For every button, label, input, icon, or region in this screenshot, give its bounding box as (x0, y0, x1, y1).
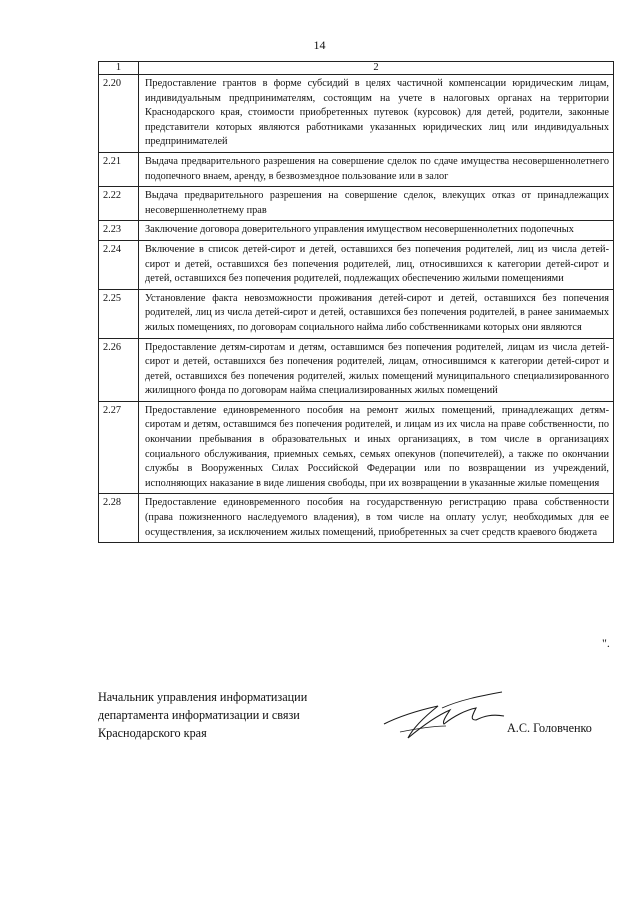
row-number: 2.22 (99, 187, 139, 221)
service-description: Установление факта невозможности проживания детей-сирот и детей, оставшихся без попечения родителей, лиц из числа детей-сирот и детей, оставшихся без попечения родителей, в ранее занимаемых жилых помещениях, по договорам социального найма либо собственниками которых они являются (139, 289, 614, 338)
row-number: 2.21 (99, 152, 139, 186)
table-header-row (99, 62, 614, 75)
table-row (99, 494, 614, 543)
row-number: 2.25 (99, 289, 139, 338)
signatory-position-line: Начальник управления информатизации (98, 690, 308, 704)
service-description: Предоставление единовременного пособия на ремонт жилых помещений, принадлежащих детям-сиротам и детям, оставшимся без попечения родителей, и лицам из их числа на праве собственности, по окончании пребывания в образовательных и иных организациях, в том числе в организациях социального обслуживания, приемных семьях, семьях опекунов (попечителей), а также по окончании службы в Вооруженных Силах Российской Федерации или по возвращении из учреждений, исполняющих наказание в виде лишения свободы, при их возвращении в указанные жилые помещения (139, 401, 614, 494)
row-number: 2.20 (99, 75, 139, 153)
row-number: 2.27 (99, 401, 139, 494)
signatory-position-line: Краснодарского края (98, 726, 207, 740)
signatory-position-line: департамента информатизации и связи (98, 708, 300, 722)
row-number: 2.24 (99, 240, 139, 289)
row-number: 2.23 (99, 221, 139, 241)
column-header-number: 1 (99, 62, 139, 75)
table-row (99, 338, 614, 401)
row-number: 2.28 (99, 494, 139, 543)
table-row (99, 187, 614, 221)
service-description: Предоставление детям-сиротам и детям, оставшимся без попечения родителей, лицам из числа детей-сирот и детей, оставшихся без попечения родителей, лицам, относившимся к категории детей-сирот и детей, оставшихся без попечения родителей, жилых помещений муниципального специализированного жилищного фонда по договорам найма специализированных жилых помещений (139, 338, 614, 401)
page-number: 14 (313, 38, 326, 52)
service-description: Заключение договора доверительного управления имуществом несовершеннолетних подопечных (139, 221, 614, 241)
closing-quote-mark: ". (602, 636, 610, 650)
handwritten-signature (380, 686, 530, 746)
table-row (99, 401, 614, 494)
table-row (99, 75, 614, 153)
table-row (99, 240, 614, 289)
table-row (99, 289, 614, 338)
service-description: Включение в список детей-сирот и детей, оставшихся без попечения родителей, лиц из числа детей-сирот и детей, оставшихся без попечения родителей, лиц, относившихся к категории детей-сирот и детей, оставшихся без попечения родителей, подлежащих обеспечению жилыми помещениями (139, 240, 614, 289)
services-table (98, 61, 614, 543)
signatory-position (98, 688, 307, 742)
table-row (99, 152, 614, 186)
row-number: 2.26 (99, 338, 139, 401)
table-row (99, 221, 614, 241)
service-description: Предоставление единовременного пособия на государственную регистрацию права собственности (права пожизненного наследуемого владения), в том числе на оплату услуг, необходимых для ее осуществления, за исключением жилых помещений, приобретенных за счет средств краевого бюджета (139, 494, 614, 543)
signatory-name: А.С. Головченко (507, 721, 592, 735)
service-description: Выдача предварительного разрешения на совершение сделок по сдаче имущества несовершеннолетнего подопечного внаем, аренду, в безвозмездное пользование или в залог (139, 152, 614, 186)
service-description: Выдача предварительного разрешения на совершение сделок, влекущих отказ от принадлежащих несовершеннолетнему прав (139, 187, 614, 221)
service-description: Предоставление грантов в форме субсидий в целях частичной компенсации юридическим лицам, индивидуальным предпринимателям, состоящим на учете в налоговых органах на территории Краснодарского края, стоимости приобретенных путевок (курсовок) для детей, родители, законные представители которых являются работниками указанных юридических лиц или индивидуальных предпринимателей (139, 75, 614, 153)
column-header-service: 2 (139, 62, 614, 75)
